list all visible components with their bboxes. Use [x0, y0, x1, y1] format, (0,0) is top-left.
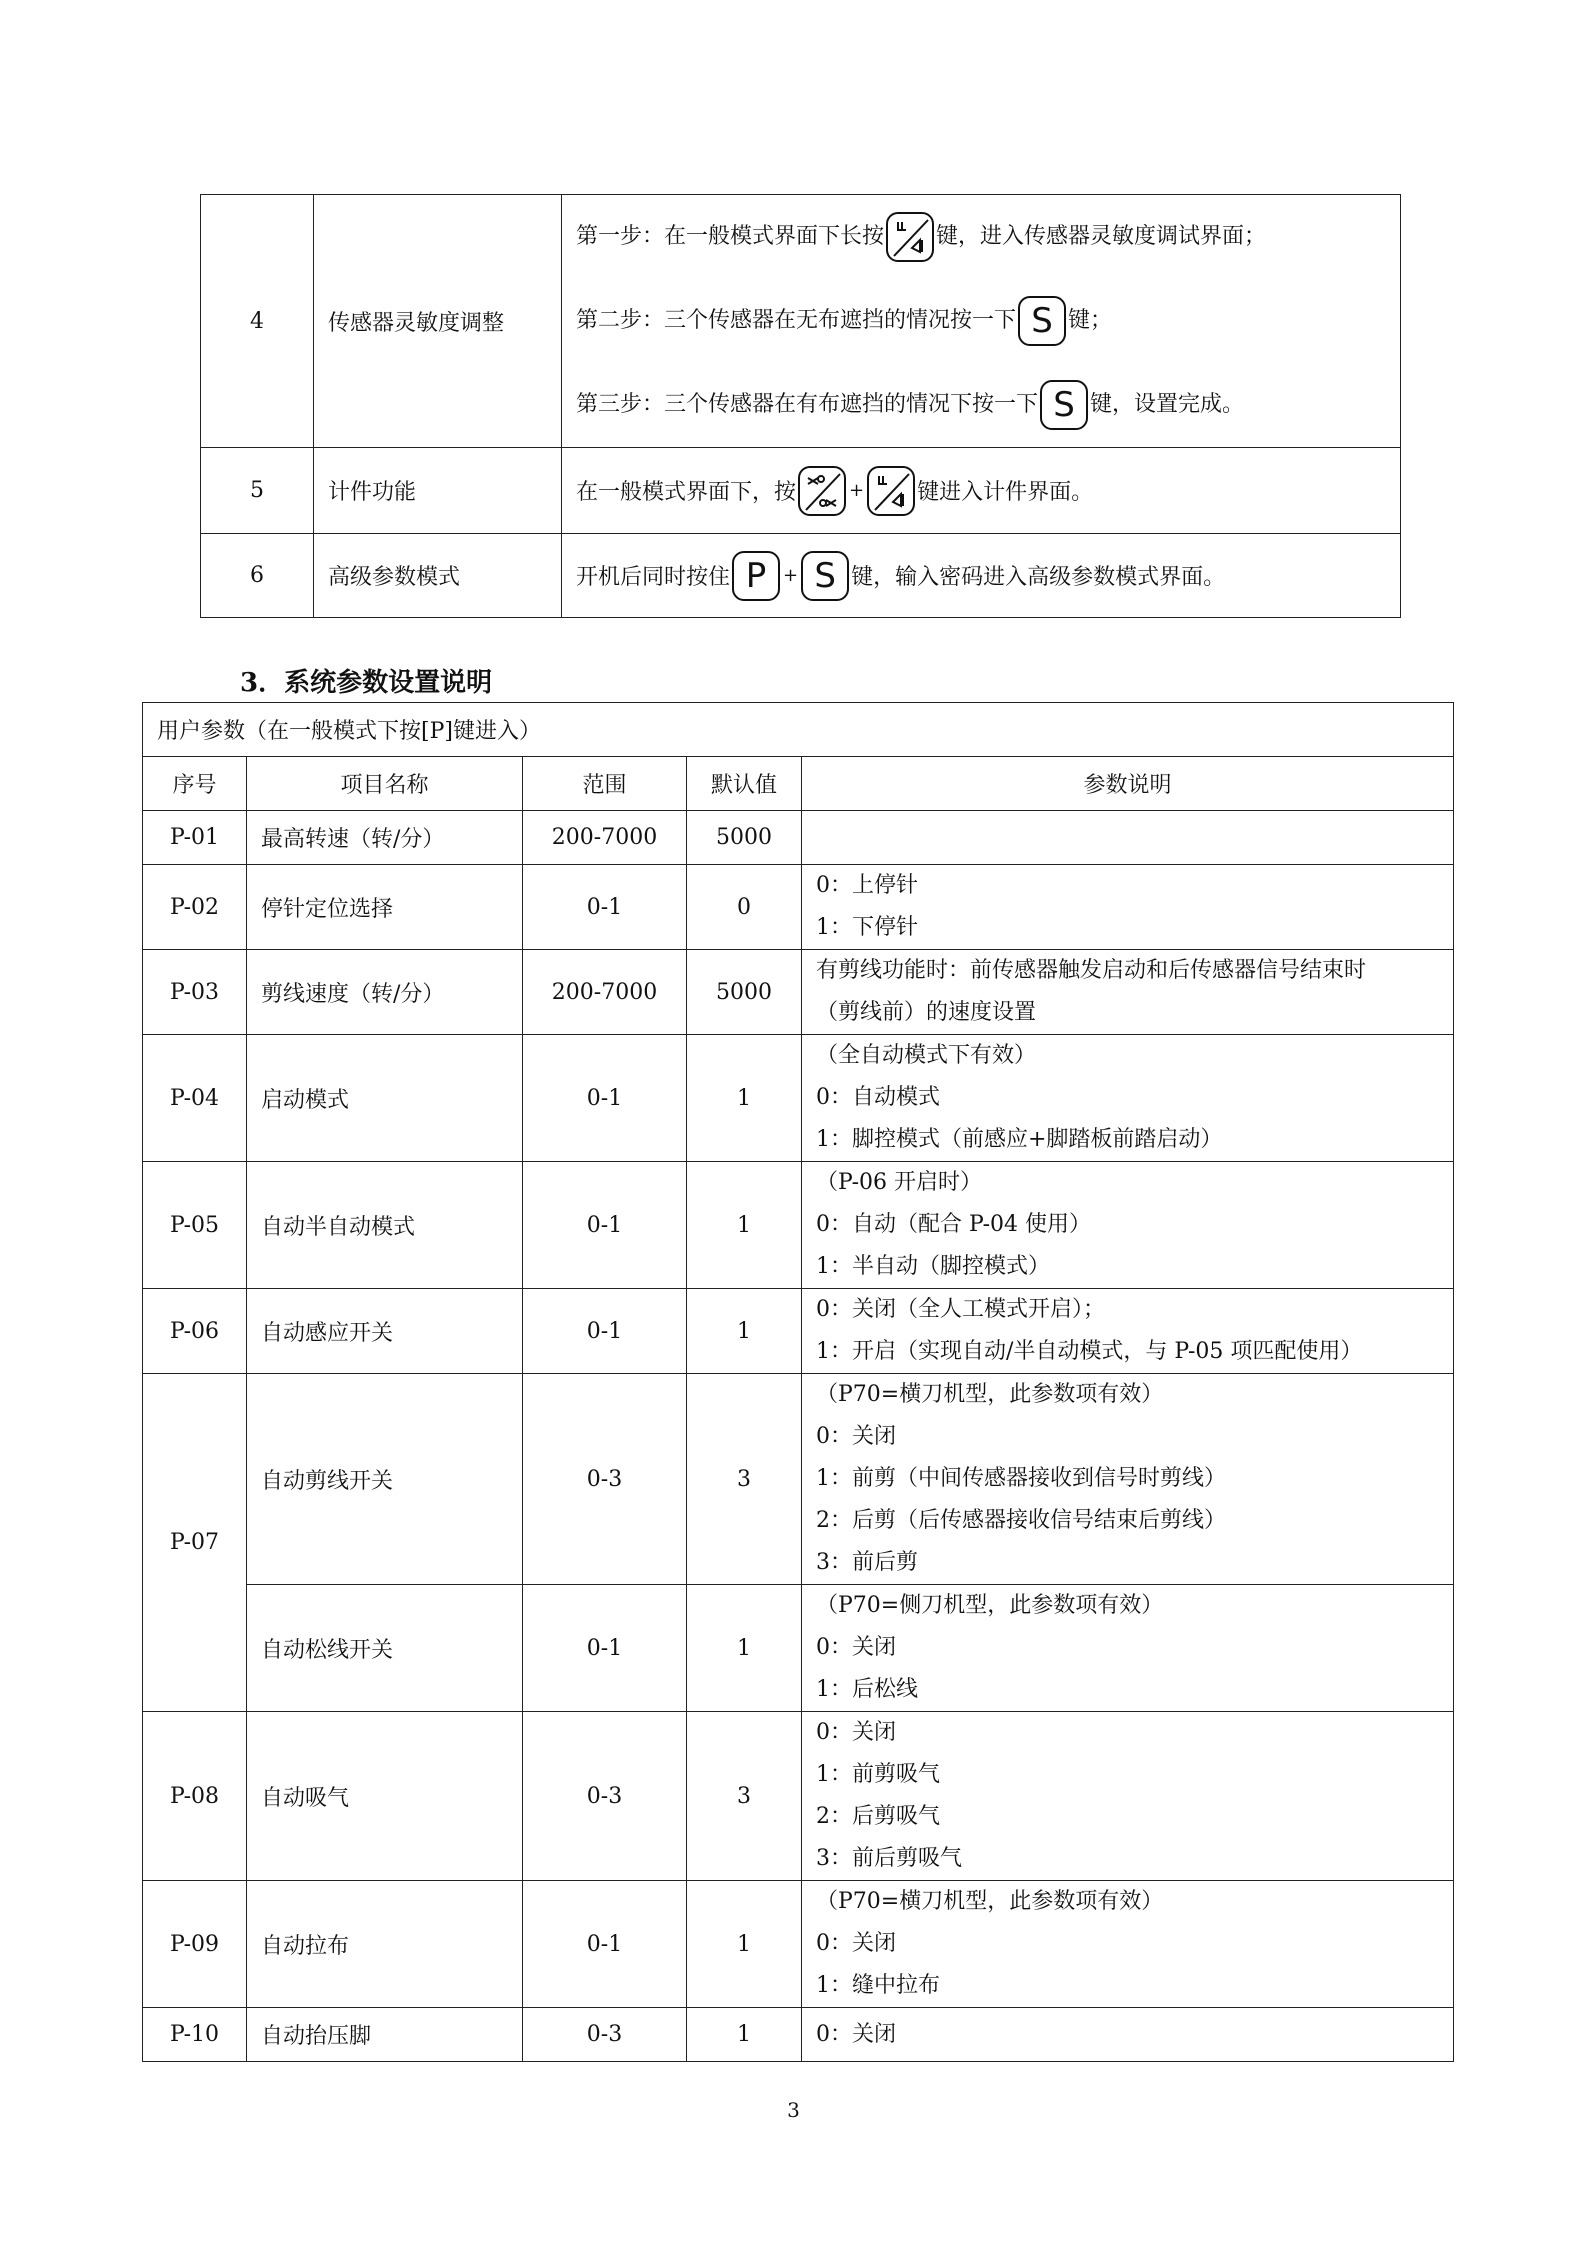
table-row: P-03 剪线速度（转/分） 200-7000 5000 有剪线功能时：前传感器触发启动和后传感器信号结束时 （剪线前）的速度设置 — [143, 950, 1454, 1035]
section-title: 3．系统参数设置说明 — [240, 668, 493, 698]
thread-trim-key-icon — [798, 466, 846, 516]
op-no: 4 — [201, 195, 314, 448]
header-row — [143, 757, 1454, 811]
parameter-table — [142, 702, 1454, 2062]
step-1: 第一步：在一般模式界面下长按 键，进入传感器灵敏度调试界面； — [576, 195, 1400, 279]
table-row: P-07 自动剪线开关 0-3 3 （P70=横刀机型，此参数项有效） 0：关闭 1：前剪（中间传感器接收到信号时剪线） 2：后剪（后传感器接收信号结束后剪线） 3：前后剪 — [143, 1374, 1454, 1585]
param-desc: 0：上停针 1：下停针 — [802, 865, 1454, 950]
p-key: P — [732, 551, 780, 601]
column-header: 项目名称 — [247, 757, 523, 811]
op-name: 高级参数模式 — [314, 534, 562, 618]
table-caption: 用户参数（在一般模式下按[P]键进入） — [143, 703, 1454, 757]
param-desc: （P70=侧刀机型，此参数项有效） 0：关闭 1：后松线 — [802, 1585, 1454, 1712]
step-3: 第三步：三个传感器在有布遮挡的情况下按一下 S 键，设置完成。 — [576, 363, 1400, 447]
operation-table — [200, 194, 1401, 618]
op-no: 6 — [201, 534, 314, 618]
op-desc: 开机后同时按住 P + S 键，输入密码进入高级参数模式界面。 — [562, 534, 1401, 618]
param-desc: （P70=横刀机型，此参数项有效） 0：关闭 1：前剪（中间传感器接收到信号时剪线） 2：后剪（后传感器接收信号结束后剪线） 3：前后剪 — [802, 1374, 1454, 1585]
param-desc: 0：关闭 1：前剪吸气 2：后剪吸气 3：前后剪吸气 — [802, 1712, 1454, 1881]
column-header: 范围 — [523, 757, 687, 811]
page-number: 3 — [787, 2098, 800, 2122]
param-desc: （P-06 开启时） 0：自动（配合 P-04 使用） 1：半自动（脚控模式） — [802, 1162, 1454, 1289]
table-row: P-01 最高转速（转/分） 200-7000 5000 — [143, 811, 1454, 865]
column-header: 序号 — [143, 757, 247, 811]
table-row: P-10 自动抬压脚 0-3 1 0：关闭 — [143, 2008, 1454, 2062]
plus-sign: + — [849, 480, 865, 501]
table-row: P-04 启动模式 0-1 1 （全自动模式下有效） 0：自动模式 1：脚控模式（前感应+脚踏板前踏启动） — [143, 1035, 1454, 1162]
column-header: 参数说明 — [802, 757, 1454, 811]
plus-sign: + — [783, 565, 799, 586]
param-desc: （P70=横刀机型，此参数项有效） 0：关闭 1：缝中拉布 — [802, 1881, 1454, 2008]
s-key: S — [801, 551, 849, 601]
column-header: 默认值 — [687, 757, 802, 811]
table-row: 自动松线开关 0-1 1 （P70=侧刀机型，此参数项有效） 0：关闭 1：后松线 — [143, 1585, 1454, 1712]
table-row: P-02 停针定位选择 0-1 0 0：上停针 1：下停针 — [143, 865, 1454, 950]
presser-foot-key-icon — [886, 212, 934, 262]
s-key: S — [1040, 380, 1088, 430]
table-row: P-05 自动半自动模式 0-1 1 （P-06 开启时） 0：自动（配合 P-04 使用） 1：半自动（脚控模式） — [143, 1162, 1454, 1289]
op-no: 5 — [201, 448, 314, 534]
param-desc: 0：关闭（全人工模式开启）； 1：开启（实现自动/半自动模式，与 P-05 项匹配使用） — [802, 1289, 1454, 1374]
presser-foot-key-icon — [867, 466, 915, 516]
table-row: P-06 自动感应开关 0-1 1 0：关闭（全人工模式开启）； 1：开启（实现自动/半自动模式，与 P-05 项匹配使用） — [143, 1289, 1454, 1374]
op-desc — [562, 195, 1401, 448]
param-desc: （全自动模式下有效） 0：自动模式 1：脚控模式（前感应+脚踏板前踏启动） — [802, 1035, 1454, 1162]
op-name: 传感器灵敏度调整 — [314, 195, 562, 448]
step-2: 第二步：三个传感器在无布遮挡的情况按一下 S 键； — [576, 279, 1400, 363]
param-desc: 0：关闭 — [802, 2008, 1454, 2062]
s-key: S — [1018, 296, 1066, 346]
op-name: 计件功能 — [314, 448, 562, 534]
table-row: P-08 自动吸气 0-3 3 0：关闭 1：前剪吸气 2：后剪吸气 3：前后剪吸气 — [143, 1712, 1454, 1881]
table-row: P-09 自动拉布 0-1 1 （P70=横刀机型，此参数项有效） 0：关闭 1：缝中拉布 — [143, 1881, 1454, 2008]
op-desc: 在一般模式界面下，按 + 键进入计件界面。 — [562, 448, 1401, 534]
param-desc: 有剪线功能时：前传感器触发启动和后传感器信号结束时 （剪线前）的速度设置 — [802, 950, 1454, 1035]
